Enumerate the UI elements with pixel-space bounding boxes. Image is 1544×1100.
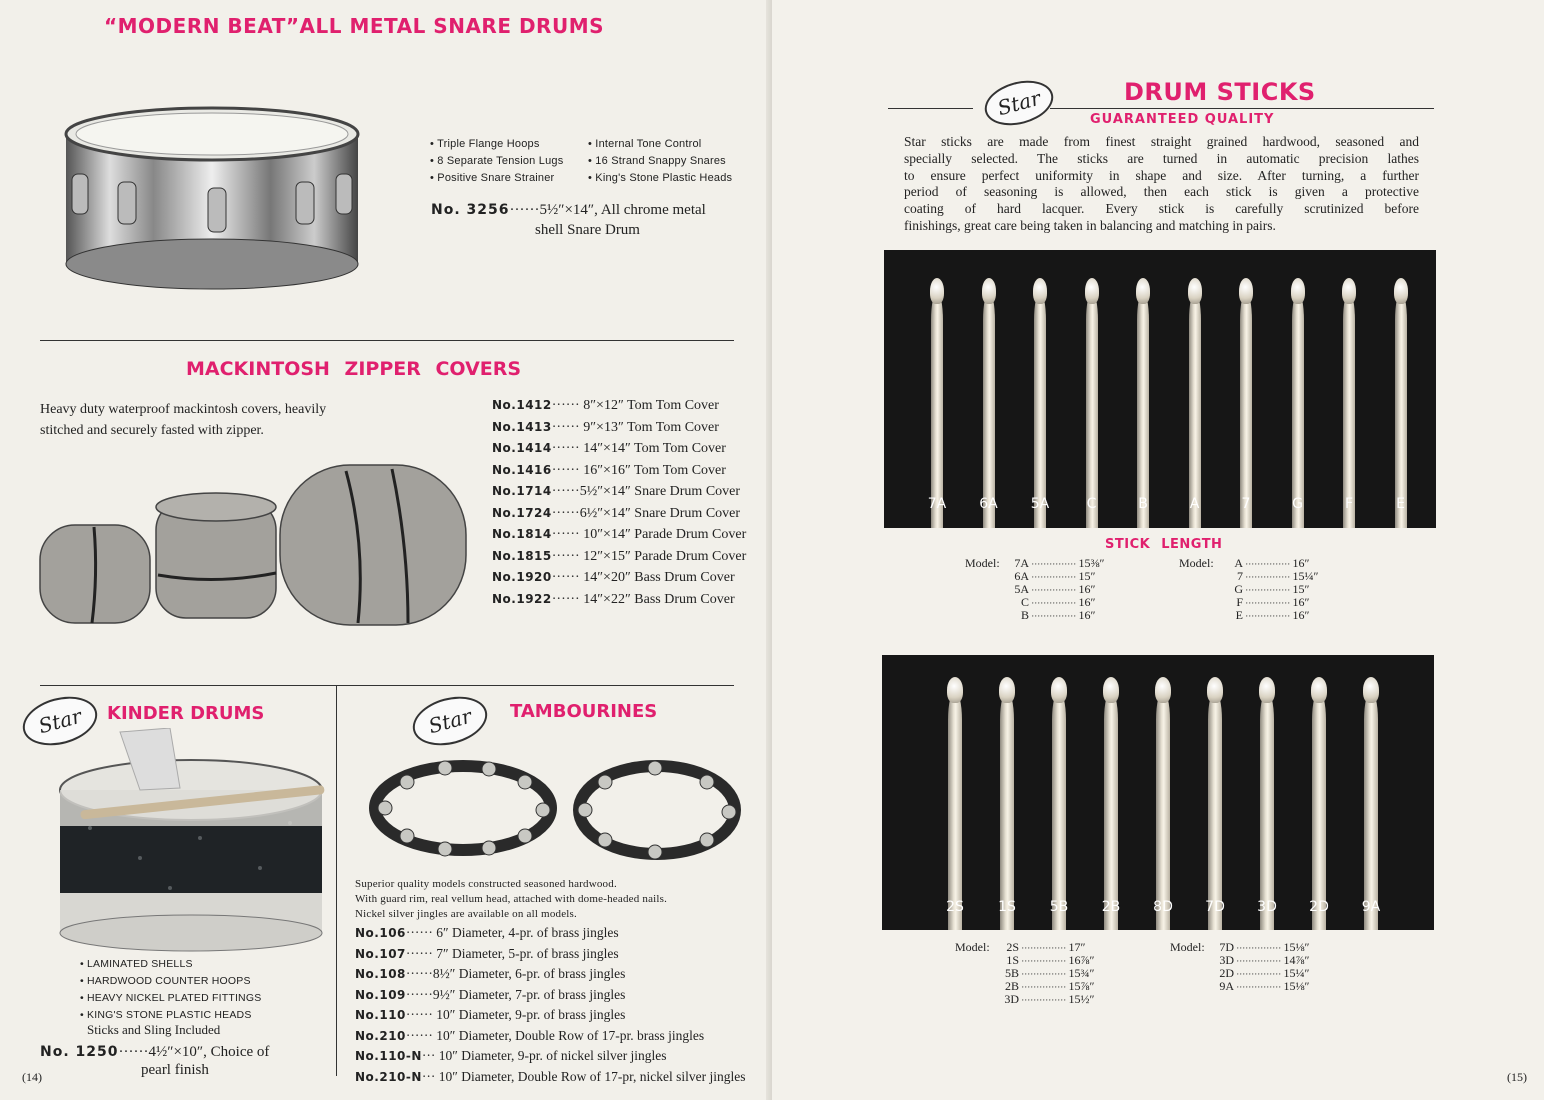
dot-leader: ···············: [1243, 598, 1293, 608]
drum-stick: [1364, 691, 1378, 930]
cover-item: No.1414······ 14″×14″ Tom Tom Cover: [492, 441, 726, 456]
intro-line: finishings, great care being taken in balancing and matching in pairs.: [904, 217, 1276, 233]
dot-leader: ···············: [1019, 943, 1069, 953]
drum-stick: [1343, 292, 1355, 528]
stick-length-row: [1219, 609, 1309, 623]
stick-model: 5A: [1014, 582, 1029, 596]
covers-description-line: stitched and securely fasted with zipper.: [40, 423, 264, 438]
drum-stick: [948, 691, 962, 930]
snare-model-desc-2: shell Snare Drum: [535, 222, 640, 238]
model-label: Model:: [965, 556, 1000, 570]
stick-label: 2D: [1309, 899, 1329, 915]
drum-stick: [931, 292, 943, 528]
dot-leader: ···············: [1019, 995, 1069, 1005]
stick-label: 9A: [1361, 899, 1381, 915]
cover-item: No.1815······ 12″×15″ Parade Drum Cover: [492, 548, 747, 564]
divider: [40, 340, 734, 341]
feature-item: • King's Stone Plastic Heads: [588, 172, 733, 184]
sticks-photo-1: [884, 250, 1436, 528]
stick-length-row: [1210, 980, 1309, 994]
stick-length: 15⅜″: [1078, 556, 1105, 570]
description-line: Nickel silver jingles are available on all models.: [355, 908, 577, 920]
feature-item: • KING'S STONE PLASTIC HEADS: [80, 1009, 252, 1021]
stick-length-row: [995, 993, 1094, 1007]
stick-label: 2B: [1101, 899, 1121, 915]
tambourine-item: No.110-N··· 10″ Diameter, 9-pr. of nickel silver jingles: [355, 1048, 667, 1063]
stick-length: 15″: [1078, 569, 1096, 583]
intro-line: Star sticks are made from finest straight grained hardwood, seasoned and: [904, 134, 1419, 149]
feature-item: • HEAVY NICKEL PLATED FITTINGS: [80, 992, 262, 1004]
intro-line: coating of hard lacquer. Every stick is carefully scrutinized before: [904, 201, 1419, 217]
stick-length: 15⅛″: [1283, 979, 1310, 993]
stick-tip: [930, 278, 944, 304]
drum-stick: [983, 292, 995, 528]
stick-length: 16⅞″: [1068, 953, 1095, 967]
snare-model: [431, 202, 706, 219]
drum-stick: [1208, 691, 1222, 930]
stick-model: E: [1235, 608, 1243, 622]
drum-stick: [1240, 292, 1252, 528]
stick-label: 7: [1241, 496, 1251, 512]
stick-label: 5B: [1049, 899, 1069, 915]
page-number: (15): [1507, 1070, 1527, 1084]
stick-tip: [1188, 278, 1202, 304]
stick-label: 7D: [1205, 899, 1225, 915]
tambourines-description: [355, 877, 667, 922]
covers-description: [40, 399, 326, 441]
tambourine-item: No.108······8½″ Diameter, 6-pr. of brass jingles: [355, 966, 626, 981]
tambourines-list: [355, 923, 746, 1087]
cover-item: No.1714······5½″×14″ Snare Drum Cover: [492, 484, 741, 499]
dot-leader: ···············: [1234, 956, 1284, 966]
intro-line: specially selected. The sticks are turned in automatic precision lathes: [904, 150, 1419, 166]
dot-leader: ···············: [1234, 982, 1284, 992]
tambourine-item: No.110······ 10″ Diameter, 9-pr. of brass jingles: [355, 1007, 626, 1022]
model-label: Model:: [1170, 940, 1205, 954]
kinder-model-desc-2: pearl finish: [141, 1062, 209, 1078]
stick-label: B: [1138, 496, 1148, 512]
stick-model: C: [1020, 595, 1029, 609]
kinder-sticks-note: Sticks and Sling Included: [87, 1022, 221, 1037]
stick-tip: [1239, 278, 1253, 304]
stick-label: 5A: [1030, 496, 1050, 512]
stick-length-row: [1005, 609, 1095, 623]
stick-label: A: [1189, 496, 1200, 512]
stick-tip: [1051, 677, 1067, 703]
stick-label: F: [1344, 496, 1354, 512]
stick-tip: [999, 677, 1015, 703]
drum-stick: [1395, 292, 1407, 528]
tambourine-item: No.210-N··· 10″ Diameter, Double Row of 17-pr, nickel silver jingles: [355, 1068, 746, 1084]
stick-model: 1S: [1006, 953, 1019, 967]
dot-leader: ···············: [1234, 969, 1284, 979]
stick-tip: [1342, 278, 1356, 304]
stick-model: 7A: [1014, 556, 1029, 570]
feature-item: • Positive Snare Strainer: [430, 172, 555, 184]
stick-label: 1S: [998, 899, 1016, 915]
dot-leader: ···············: [1029, 611, 1079, 621]
stick-label: 6A: [979, 496, 998, 512]
drum-stick: [1189, 292, 1201, 528]
stick-model: 3D: [1219, 953, 1234, 967]
dot-leader: ···············: [1029, 572, 1079, 582]
dot-leader: ···············: [1029, 598, 1079, 608]
stick-label: 7A: [927, 496, 947, 512]
dot-leader: ···············: [1019, 969, 1069, 979]
tambourine-item: No.210······ 10″ Diameter, Double Row of 17-pr. brass jingles: [355, 1027, 705, 1043]
stick-length: 16″: [1078, 582, 1096, 596]
stick-tip: [1155, 677, 1171, 703]
stick-model: 7D: [1219, 940, 1234, 954]
stick-tip: [1259, 677, 1275, 703]
tambourine-item: No.109······9½″ Diameter, 7-pr. of brass jingles: [355, 986, 626, 1002]
feature-item: • HARDWOOD COUNTER HOOPS: [80, 975, 251, 987]
star-logo: Star: [407, 689, 492, 753]
feature-item: • 8 Separate Tension Lugs: [430, 155, 564, 167]
stick-label: 8D: [1153, 899, 1173, 915]
stick-tip: [1311, 677, 1327, 703]
stick-length: 15⅛″: [1283, 940, 1310, 954]
stick-length: 14⅞″: [1283, 953, 1310, 967]
feature-item: • Triple Flange Hoops: [430, 138, 540, 150]
right-page: [772, 0, 1544, 1100]
drum-sticks-subtitle: GUARANTEED QUALITY: [1090, 112, 1275, 127]
stick-tip: [1085, 278, 1099, 304]
dot-leader: ···············: [1243, 585, 1293, 595]
snare-features-col1: [430, 138, 563, 189]
page-number: (14): [22, 1070, 42, 1084]
dot-leader: ···············: [1243, 559, 1293, 569]
dot-leader: ···············: [1019, 956, 1069, 966]
stick-model: 6A: [1014, 569, 1029, 583]
tambourine-item: No.106······ 6″ Diameter, 4-pr. of brass jingles: [355, 925, 619, 940]
stick-length: 15¼″: [1283, 966, 1310, 980]
cover-item: No.1416······ 16″×16″ Tom Tom Cover: [492, 462, 726, 478]
stick-tip: [1394, 278, 1408, 304]
stick-length: 15″: [1292, 582, 1310, 596]
tambourine-item: No.107······ 7″ Diameter, 5-pr. of brass jingles: [355, 945, 619, 961]
covers-description-line: Heavy duty waterproof mackintosh covers, heavily: [40, 402, 327, 417]
feature-item: • 16 Strand Snappy Snares: [588, 155, 726, 167]
drum-stick: [1052, 691, 1066, 930]
stick-tip: [982, 278, 996, 304]
drum-sticks-title: DRUM STICKS: [1124, 78, 1316, 106]
snare-drum-image: [58, 104, 368, 294]
cover-item: No.1814······ 10″×14″ Parade Drum Cover: [492, 527, 747, 542]
stick-length: 16″: [1292, 556, 1310, 570]
stick-length: 15¼″: [1292, 569, 1319, 583]
stick-model: 2S: [1006, 940, 1019, 954]
stick-model: F: [1236, 595, 1243, 609]
description-line: With guard rim, real vellum head, attached with dome-headed nails.: [355, 893, 668, 905]
dot-leader: ···············: [1019, 982, 1069, 992]
kinder-title: KINDER DRUMS: [107, 703, 265, 724]
snare-features-col2: [588, 138, 732, 189]
stick-tip: [1291, 278, 1305, 304]
intro-line: to ensure perfect uniformity in shape and size. After turning, a further: [904, 167, 1419, 183]
title-rule: [888, 108, 973, 109]
drum-stick: [1104, 691, 1118, 930]
drum-stick: [1260, 691, 1274, 930]
feature-item: • Internal Tone Control: [588, 138, 702, 150]
drum-stick: [1292, 292, 1304, 528]
covers-list: [492, 395, 746, 610]
stick-label: 3D: [1257, 899, 1277, 915]
kinder-drum-image: [50, 728, 332, 958]
stick-model: 9A: [1219, 979, 1234, 993]
stick-length: 16″: [1078, 595, 1096, 609]
cover-item: No.1724······6½″×14″ Snare Drum Cover: [492, 505, 741, 521]
cover-item: No.1920······ 14″×20″ Bass Drum Cover: [492, 570, 735, 585]
kinder-model-number: No. 1250: [40, 1044, 119, 1060]
sticks-photo-2: [882, 655, 1434, 930]
dot-leader: ···············: [1029, 559, 1079, 569]
kinder-features: [80, 958, 261, 1026]
dot-leader: ···············: [1234, 943, 1284, 953]
kinder-model: [40, 1044, 269, 1061]
snare-model-desc: ······5½″×14″, All chrome metal: [509, 202, 706, 218]
cover-item: No.1413······ 9″×13″ Tom Tom Cover: [492, 419, 719, 435]
drum-stick: [1000, 691, 1014, 930]
drum-stick: [1034, 292, 1046, 528]
snare-title: “MODERN BEAT”ALL METAL SNARE DRUMS: [104, 14, 604, 38]
stick-label: G: [1292, 496, 1303, 512]
tambourines-title: TAMBOURINES: [510, 701, 658, 722]
intro-line: period of seasoning is allowed, then each stick is given a protective: [904, 184, 1419, 200]
stick-length: 16″: [1078, 608, 1096, 622]
dot-leader: ···············: [1029, 585, 1079, 595]
divider: [40, 685, 734, 686]
stick-length: 16″: [1292, 595, 1310, 609]
stick-model: 3D: [1004, 992, 1019, 1006]
stick-model: G: [1234, 582, 1243, 596]
stick-tip: [947, 677, 963, 703]
stick-label: E: [1396, 496, 1405, 512]
stick-tip: [1363, 677, 1379, 703]
model-label: Model:: [955, 940, 990, 954]
stick-length: 15⅞″: [1068, 979, 1095, 993]
stick-label: 2S: [946, 899, 964, 915]
covers-title: MACKINTOSH ZIPPER COVERS: [186, 358, 522, 380]
stick-tip: [1103, 677, 1119, 703]
feature-item: • LAMINATED SHELLS: [80, 958, 193, 970]
stick-model: B: [1020, 608, 1029, 622]
tambourines-image: [365, 752, 755, 867]
stick-tip: [1207, 677, 1223, 703]
drum-stick: [1156, 691, 1170, 930]
stick-length: 16″: [1292, 608, 1310, 622]
star-logo: Star: [17, 689, 102, 753]
drum-sticks-intro: [904, 134, 1419, 235]
stick-length-heading: STICK LENGTH: [1105, 537, 1223, 552]
cover-item: No.1922······ 14″×22″ Bass Drum Cover: [492, 591, 735, 607]
stick-length: 15¾″: [1068, 966, 1095, 980]
stick-length: 17″: [1068, 940, 1086, 954]
drum-stick: [1086, 292, 1098, 528]
drum-stick: [1312, 691, 1326, 930]
column-divider: [336, 686, 337, 1076]
dot-leader: ···············: [1243, 572, 1293, 582]
stick-length: 15½″: [1068, 992, 1095, 1006]
drum-stick: [1137, 292, 1149, 528]
kinder-model-desc: ······4½″×10″, Choice of: [118, 1044, 270, 1060]
dot-leader: ···············: [1243, 611, 1293, 621]
stick-model: 2D: [1219, 966, 1234, 980]
stick-model: 5B: [1004, 966, 1019, 980]
stick-model: 2B: [1004, 979, 1019, 993]
title-rule: [1050, 108, 1434, 109]
stick-tip: [1033, 278, 1047, 304]
stick-model: 7: [1237, 569, 1243, 583]
stick-tip: [1136, 278, 1150, 304]
snare-model-number: No. 3256: [431, 202, 510, 218]
stick-label: C: [1086, 496, 1097, 512]
stick-model: A: [1234, 556, 1243, 570]
description-line: Superior quality models constructed seasoned hardwood.: [355, 878, 617, 890]
cover-item: No.1412······ 8″×12″ Tom Tom Cover: [492, 398, 719, 413]
model-label: Model:: [1179, 556, 1214, 570]
star-logo: Star: [980, 74, 1058, 133]
covers-image: [36, 455, 471, 635]
